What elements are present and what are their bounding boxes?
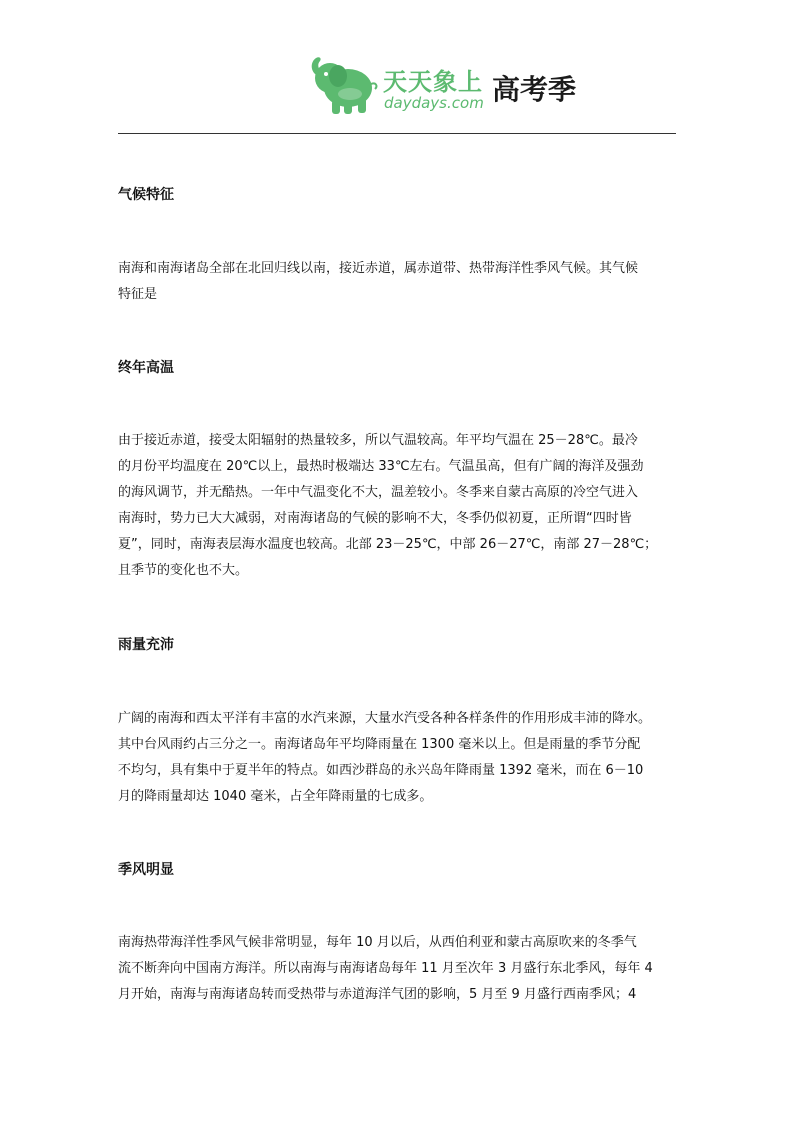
paragraph-line: 其中台风雨约占三分之一。南海诸岛年平均降雨量在 1300 毫米以上。但是雨量的季节分配 bbox=[118, 737, 641, 752]
section-heading: 雨量充沛 bbox=[118, 637, 174, 653]
elephant-icon bbox=[308, 54, 380, 116]
paragraph-line: 南海和南海诸岛全部在北回归线以南，接近赤道，属赤道带、热带海洋性季风气候。其气候 bbox=[118, 261, 639, 276]
paragraph-line: 南海热带海洋性季风气候非常明显，每年 10 月以后，从西伯利亚和蒙古高原吹来的冬季气 bbox=[118, 935, 637, 950]
brand-subtitle: 高考季 bbox=[492, 73, 577, 106]
paragraph-line: 的海风调节，并无酷热。一年中气温变化不大，温差较小。冬季来自蒙古高原的冷空气进入 bbox=[118, 485, 639, 500]
paragraph-line: 由于接近赤道，接受太阳辐射的热量较多，所以气温较高。年平均气温在 25－28℃。最冷 bbox=[118, 433, 638, 448]
paragraph-line: 的月份平均温度在 20℃以上，最热时极端达 33℃左右。气温虽高，但有广阔的海洋及强劲 bbox=[118, 459, 644, 474]
page-header bbox=[0, 0, 794, 135]
paragraph bbox=[118, 706, 678, 810]
paragraph-line: 流不断奔向中国南方海洋。所以南海与南海诸岛每年 11 月至次年 3 月盛行东北季风，每年 4 bbox=[118, 961, 653, 976]
paragraph bbox=[118, 428, 678, 584]
paragraph-line: 特征是 bbox=[118, 287, 158, 302]
paragraph-line: 月开始，南海与南海诸岛转而受热带与赤道海洋气团的影响，5 月至 9 月盛行西南季风；4 bbox=[118, 987, 637, 1002]
section-heading: 终年高温 bbox=[118, 360, 174, 376]
section-heading: 气候特征 bbox=[118, 187, 174, 203]
brand-logo bbox=[308, 54, 598, 118]
paragraph bbox=[118, 930, 678, 1008]
paragraph-line: 南海时，势力已大大减弱，对南海诸岛的气候的影响不大，冬季仍似初夏，正所谓“四时皆 bbox=[118, 511, 632, 526]
paragraph bbox=[118, 256, 678, 308]
paragraph-line: 月的降雨量却达 1040 毫米，占全年降雨量的七成多。 bbox=[118, 789, 433, 804]
paragraph-line: 广阔的南海和西太平洋有丰富的水汽来源，大量水汽受各种各样条件的作用形成丰沛的降水。 bbox=[118, 711, 652, 726]
paragraph-line: 不均匀，具有集中于夏半年的特点。如西沙群岛的永兴岛年降雨量 1392 毫米，而在 6－10 bbox=[118, 763, 644, 778]
brand-name-en: daydays.com bbox=[384, 94, 484, 112]
section-heading: 季风明显 bbox=[118, 862, 174, 878]
paragraph-line: 且季节的变化也不大。 bbox=[118, 563, 249, 578]
brand-name-cn: 天天象上 bbox=[383, 68, 483, 96]
header-divider bbox=[118, 133, 676, 134]
paragraph-line: 夏”，同时，南海表层海水温度也较高。北部 23－25℃，中部 26－27℃，南部 27－28℃； bbox=[118, 537, 658, 552]
